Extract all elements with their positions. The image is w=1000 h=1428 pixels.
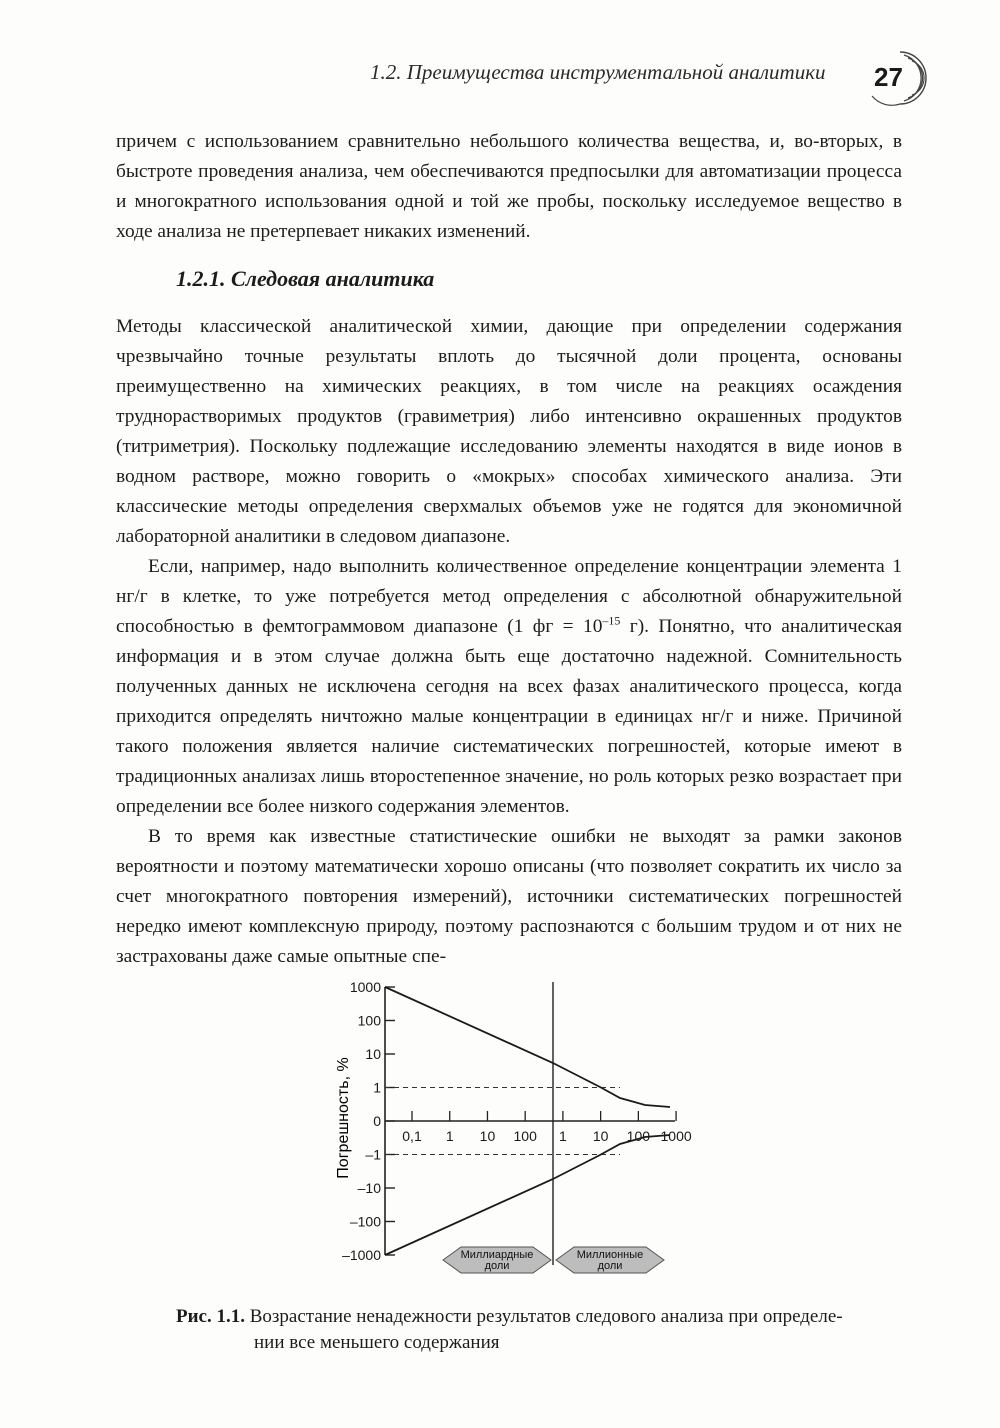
caption-label: Рис. 1.1. [176, 1306, 245, 1327]
page-number-badge [870, 48, 940, 108]
x-tick-label: 1 [559, 1128, 567, 1144]
paragraph-3: В то время как известные статистические ошибки не выходят за рамки законов вероятности и поэтому математически хорошо описаны (что позволяет сократить их число за счет многократного повторения измерений), источники систематических погрешностей нередко имеют комплексную природу, поэтому распознаются с большим трудом и от них не застрахованы даже самые опытные спе- [116, 826, 902, 967]
x-tick-label: 100 [626, 1128, 651, 1144]
y-tick-label: 1 [373, 1079, 381, 1096]
y-tick-label: 1000 [349, 979, 381, 995]
caption-line-1: Возрастание ненадежности результатов следового анализа при определе- [245, 1306, 843, 1327]
paragraph-2-part-2: г). Понятно, что аналитическая информация и в этом случае должна быть еще достаточно надежной. Сомнительность полученных данных не исключена сегодня на всех фазах аналитического процесса, когда приходится определять ничтожно малые концентрации в единицах нг/г и ниже. Причиной такого положения является наличие систематических погрешностей, которые имеют в традиционных анализах лишь второстепенное значение, но роль которых резко возрастает при определении все более низкого содержания элементов. [116, 616, 902, 817]
y-tick-label: –10 [357, 1180, 381, 1196]
billionths-region-label: Миллиардные [460, 1249, 534, 1261]
x-tick-label: 10 [592, 1128, 609, 1144]
running-title: 1.2. Преимущества инструментальной аналитики [370, 60, 826, 84]
x-tick-label: 100 [513, 1128, 537, 1144]
y-tick-label: 10 [365, 1046, 381, 1062]
error-chart-figure [300, 960, 700, 1280]
page-number: 27 [874, 62, 903, 92]
y-axis-label: Погрешность, % [335, 1057, 352, 1179]
error-chart [300, 960, 700, 1280]
intro-paragraph [116, 127, 902, 247]
paragraph-1: Методы классической аналитической химии, дающие при определении содержания чрезвычайно точные результаты вплоть до тысячной доли процента, основаны преимущественно на химических реакциях, в том числе на реакциях осаждения труднорастворимых продуктов (гравиметрия) либо интенсивно окрашенных продуктов (титриметрия). Поскольку подлежащие исследованию элементы находятся в виде ионов в водном растворе, можно говорить о «мокрых» способах химического анализа. Эти классические методы определения сверхмалых объемов уже не годятся для экономичной лабораторной аналитики в следовом диапазоне. [116, 316, 902, 547]
figure-caption [176, 1304, 902, 1356]
x-tick-label: 10 [479, 1128, 496, 1144]
caption-line-2: нии все меньшего содержания [254, 1332, 500, 1353]
y-tick-label: 100 [357, 1012, 381, 1029]
y-tick-label: –1 [365, 1146, 381, 1163]
y-tick-label: –100 [349, 1213, 381, 1230]
series-upper-line [385, 987, 670, 1107]
section-body [116, 312, 902, 972]
x-tick-label: 1000 [660, 1128, 692, 1144]
x-tick-label: 1 [445, 1128, 454, 1144]
paragraph-2-part-1: Если, например, надо выполнить количественное определение концентрации элемента 1 нг/г в клетке, то уже потребуется метод определения с абсолютной обнаружительной способностью в фемтограммовом диапазоне (1 фг = 10 [116, 556, 902, 637]
y-tick-label: –1000 [342, 1247, 381, 1263]
billionths-region-label: доли [484, 1260, 510, 1272]
exponent: –15 [602, 613, 621, 628]
paragraph-2 [116, 552, 902, 822]
section-heading: 1.2.1. Следовая аналитика [176, 266, 435, 291]
y-tick-label: 0 [373, 1113, 381, 1129]
series-lower-line [385, 1135, 670, 1255]
intro-text: причем с использованием сравнительно небольшого количества вещества, и, во-вторых, в быстроте проведения анализа, чем обеспечиваются предпосылки для автоматизации процесса и многократного использования одной и той же пробы, поскольку исследуемое вещество в ходе анализа не претерпевает никаких изменений. [116, 131, 902, 242]
millionths-region-label: доли [597, 1260, 623, 1272]
x-tick-label: 0,1 [402, 1128, 422, 1144]
millionths-region-label: Миллионные [576, 1249, 644, 1261]
